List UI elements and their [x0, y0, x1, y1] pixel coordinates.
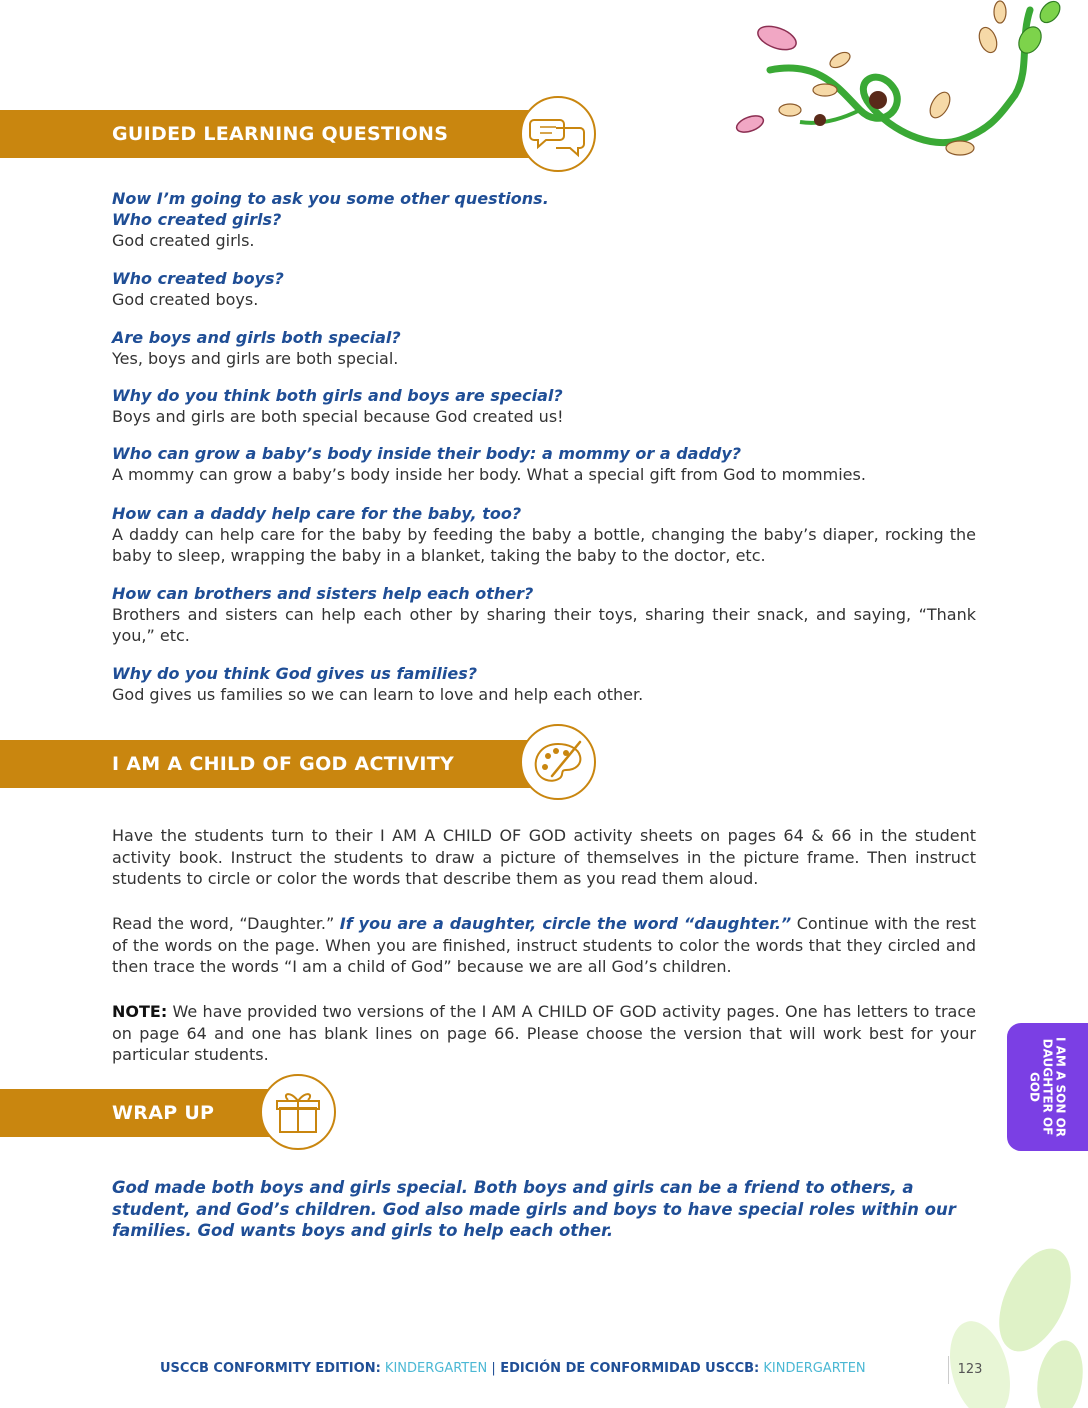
footer-grade: KINDERGARTEN: [380, 1361, 492, 1376]
vine-illustration: [730, 0, 1088, 170]
question-text: Who created girls?: [112, 210, 282, 229]
guided-learning-banner: [0, 110, 560, 158]
section-title: GUIDED LEARNING QUESTIONS: [112, 123, 449, 145]
qa-item: [112, 503, 976, 566]
question-text: Why do you think both girls and boys are special?: [112, 386, 563, 405]
page-number: 123: [948, 1356, 991, 1384]
qa-item: [112, 385, 976, 427]
answer-text: A daddy can help care for the baby by feeding the baby a bottle, changing the baby’s diaper, rocking the baby to sleep, wrapping the baby in a blanket, taking the baby to the doctor, etc.: [112, 525, 976, 565]
footer-edition-label: USCCB CONFORMITY EDITION:: [160, 1361, 381, 1376]
activity-banner: [0, 740, 560, 788]
question-text: Who can grow a baby’s body inside their body: a mommy or a daddy?: [112, 444, 742, 463]
question-text: Now I’m going to ask you some other questions.: [112, 189, 549, 208]
note-label: NOTE:: [112, 1002, 168, 1021]
question-text: Why do you think God gives us families?: [112, 664, 478, 683]
activity-paragraph: [112, 913, 976, 978]
qa-item: [112, 268, 976, 310]
answer-text: God created boys.: [112, 290, 259, 309]
answer-text: God gives us families so we can learn to love and help each other.: [112, 685, 644, 704]
section-title: I AM A CHILD OF GOD ACTIVITY: [112, 753, 455, 775]
note-text: We have provided two versions of the I AM A CHILD OF GOD activity pages. One has letters to trace on page 64 and one has blank lines on page 66. Please choose the version that will work best for your particular students.: [112, 1002, 976, 1064]
qa-item: [112, 443, 976, 485]
paragraph-text: Continue with the rest of the words on the page. When you are finished, instruct students to color the words that they circled and then trace the words “I am a child of God” because we are all God’s children.: [112, 914, 976, 976]
answer-text: Yes, boys and girls are both special.: [112, 349, 399, 368]
answer-text: A mommy can grow a baby’s body inside her body. What a special gift from God to mommies.: [112, 465, 866, 484]
footer-separator: |: [491, 1361, 496, 1376]
qa-item: [112, 188, 976, 251]
section-title: WRAP UP: [112, 1102, 215, 1124]
answer-text: Boys and girls are both special because God created us!: [112, 407, 564, 426]
wrap-up-banner: [0, 1089, 300, 1137]
question-text: How can brothers and sisters help each other?: [112, 584, 534, 603]
paint-palette-icon: [520, 724, 596, 800]
question-text: Are boys and girls both special?: [112, 328, 401, 347]
side-tab-label: I AM A SON OR DAUGHTER OF GOD: [1027, 1036, 1068, 1138]
footer-edition-label-es: EDICIÓN DE CONFORMIDAD USCCB:: [495, 1361, 760, 1376]
chapter-side-tab[interactable]: [1007, 1023, 1088, 1151]
speech-bubbles-icon: [520, 96, 596, 172]
footer-grade-es: KINDERGARTEN: [759, 1361, 866, 1376]
answer-text: God created girls.: [112, 231, 255, 250]
qa-item: [112, 583, 976, 646]
qa-item: [112, 327, 976, 369]
gift-box-icon: [260, 1074, 336, 1150]
qa-item: [112, 663, 976, 705]
note-paragraph: [112, 1001, 976, 1066]
activity-paragraph: Have the students turn to their I AM A CHILD OF GOD activity sheets on pages 64 & 66 in the student activity book. Instruct the students to draw a picture of themselves in the picture frame. Then instruct students to circle or color the words that describe them as you read them aloud.: [112, 826, 976, 888]
question-text: Who created boys?: [112, 269, 284, 288]
wrap-up-text: God made both boys and girls special. Both boys and girls can be a friend to others, a student, and God’s children. God also made girls and boys to have special roles within our families. God wants boys and girls to help each other.: [112, 1178, 956, 1240]
page-footer: [160, 1360, 866, 1378]
emphasis-text: If you are a daughter, circle the word “daughter.”: [339, 914, 792, 933]
question-text: How can a daddy help care for the baby, too?: [112, 504, 522, 523]
paragraph-text: Read the word, “Daughter.”: [112, 914, 340, 933]
answer-text: Brothers and sisters can help each other by sharing their toys, sharing their snack, and saying, “Thank you,” etc.: [112, 605, 976, 645]
